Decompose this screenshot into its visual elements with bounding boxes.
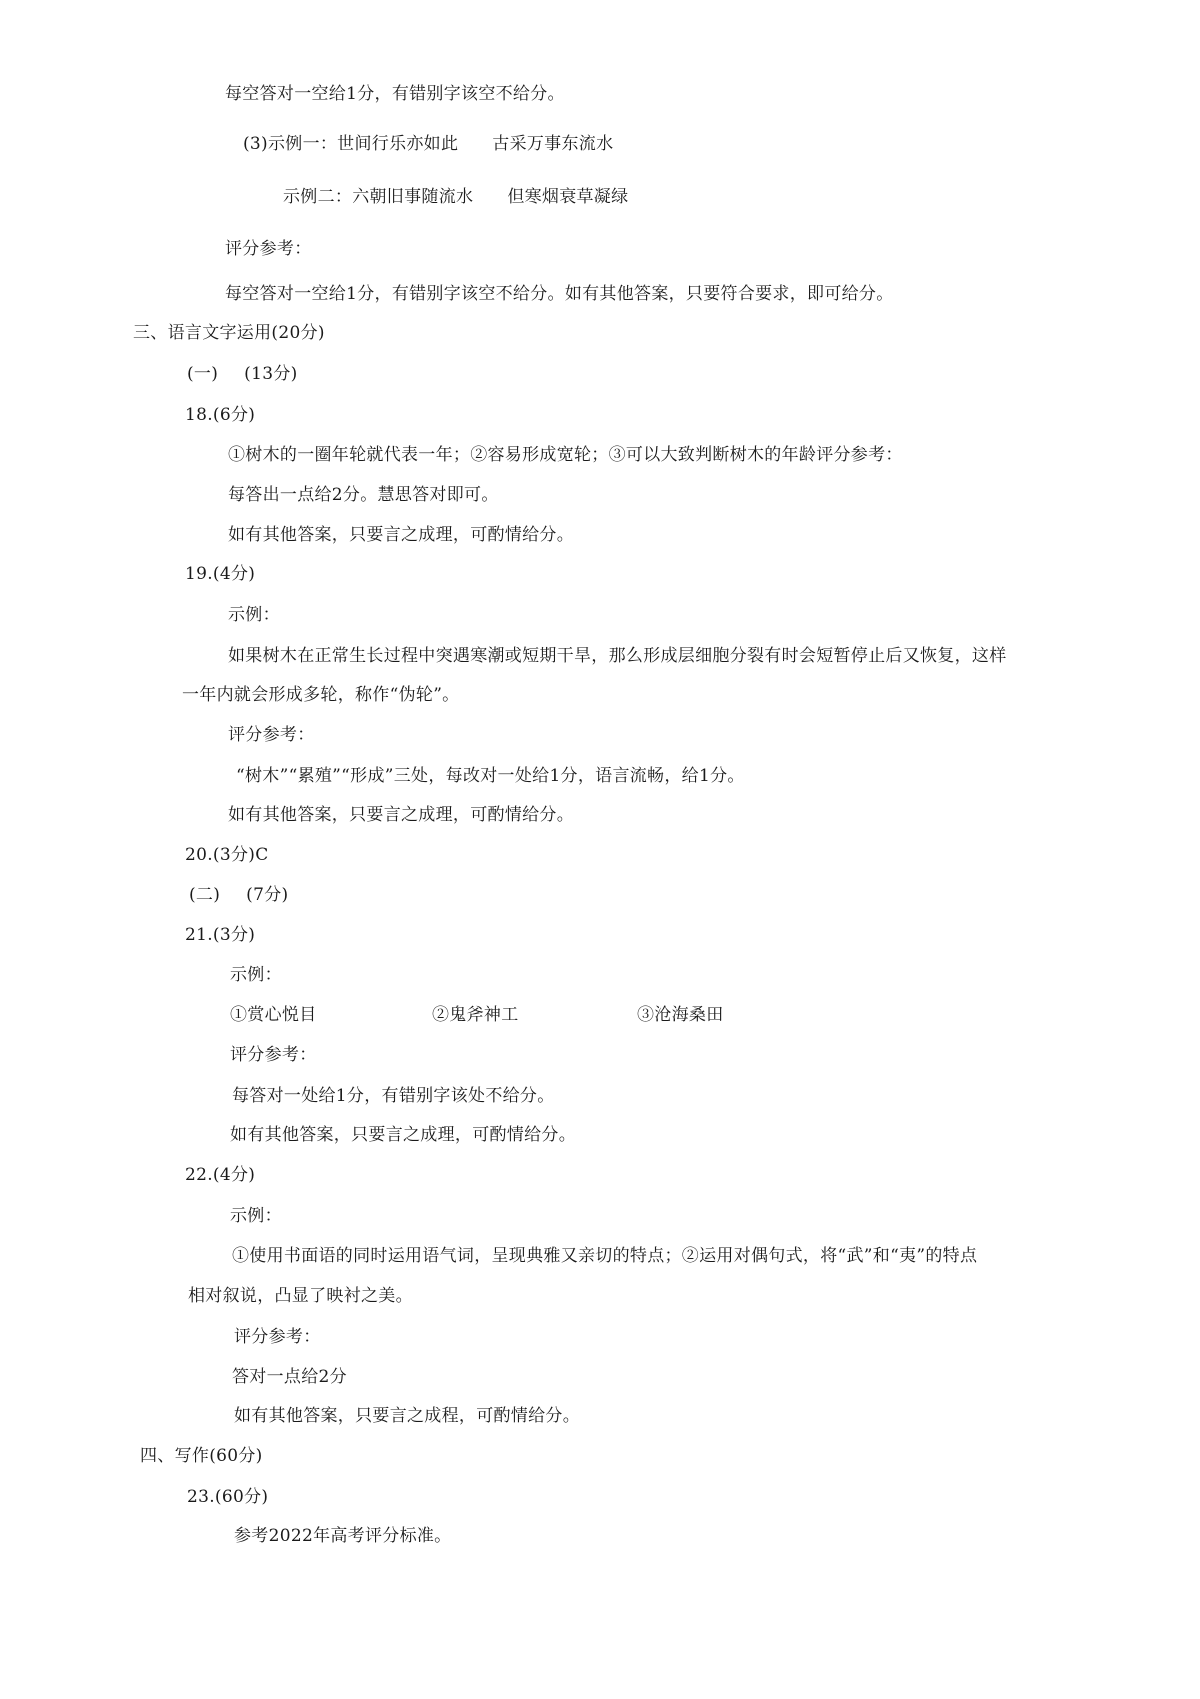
- example-one-first-half: (3)示例一：世间行乐亦如此: [243, 134, 459, 154]
- section-heading: 三、语言文字运用(20分): [133, 323, 325, 343]
- question-number: 22.(4分): [185, 1165, 256, 1185]
- example-two-first-half: 示例二：六朝旧事随流水: [283, 187, 474, 207]
- scoring-note-line: “树木”“累殖”“形成”三处，每改对一处给1分，语言流畅，给1分。: [236, 766, 745, 786]
- subsection-heading: [187, 363, 298, 385]
- subsection-heading: [189, 884, 288, 906]
- question-answer: 20.(3分)C: [185, 845, 269, 865]
- subsection-number: (一): [187, 364, 219, 384]
- example-one-line: [243, 133, 613, 155]
- question-number: 21.(3分): [185, 925, 256, 945]
- question-number: 19.(4分): [185, 564, 256, 584]
- subsection-number: (二): [189, 885, 221, 905]
- section-heading: 四、写作(60分): [140, 1446, 263, 1466]
- answer-line: ①树木的一圈年轮就代表一年；②容易形成宽轮；③可以大致判断树木的年龄评分参考：: [228, 445, 903, 465]
- scoring-note-line: 答对一点给2分: [232, 1367, 347, 1387]
- scoring-reference-label: 评分参考：: [228, 725, 315, 745]
- idiom-answer-2: ②鬼斧神工: [432, 1005, 519, 1025]
- answer-line: 一年内就会形成多轮，称作“伪轮”。: [182, 685, 460, 705]
- scoring-note-line: 每答对一处给1分，有错别字该处不给分。: [232, 1086, 555, 1106]
- scoring-note-line: 参考2022年高考评分标准。: [234, 1526, 452, 1546]
- idiom-answer-3: ③沧海桑田: [637, 1005, 724, 1025]
- scoring-note-line: 如有其他答案，只要言之成程，可酌情给分。: [234, 1406, 580, 1426]
- scoring-reference-label: 评分参考：: [234, 1327, 321, 1347]
- answer-line: 相对叙说，凸显了映衬之美。: [188, 1286, 413, 1306]
- scoring-note-line: 每答出一点给2分。慧思答对即可。: [228, 485, 499, 505]
- scoring-note-line: 如有其他答案，只要言之成理，可酌情给分。: [228, 525, 574, 545]
- example-two-line: [283, 186, 628, 208]
- subsection-score: (7分): [246, 885, 289, 905]
- idiom-answer-1: ①赏心悦目: [230, 1005, 317, 1025]
- scoring-note-line: 每空答对一空给1分，有错别字该空不给分。: [225, 84, 565, 104]
- scoring-note-line: 如有其他答案，只要言之成理，可酌情给分。: [228, 805, 574, 825]
- scoring-note-line: 每空答对一空给1分，有错别字该空不给分。如有其他答案，只要符合要求，即可给分。: [225, 284, 894, 304]
- subsection-score: (13分): [244, 364, 298, 384]
- answer-line: ①使用书面语的同时运用语气词，呈现典雅又亲切的特点；②运用对偶句式，将“武”和“夷”的特点: [232, 1246, 978, 1266]
- question-number: 18.(6分): [185, 405, 256, 425]
- scoring-reference-label: 评分参考：: [230, 1045, 317, 1065]
- example-one-second-half: 古采万事东流水: [492, 134, 614, 154]
- example-label: 示例：: [230, 1206, 282, 1226]
- example-two-second-half: 但寒烟衰草凝绿: [507, 187, 629, 207]
- example-label: 示例：: [228, 605, 280, 625]
- scoring-reference-label: 评分参考：: [225, 239, 312, 259]
- question-number: 23.(60分): [187, 1487, 269, 1507]
- scoring-note-line: 如有其他答案，只要言之成理，可酌情给分。: [230, 1125, 576, 1145]
- example-label: 示例：: [230, 965, 282, 985]
- answer-line: 如果树木在正常生长过程中突遇寒潮或短期干旱，那么形成层细胞分裂有时会短暂停止后又恢复，这样: [228, 646, 1007, 666]
